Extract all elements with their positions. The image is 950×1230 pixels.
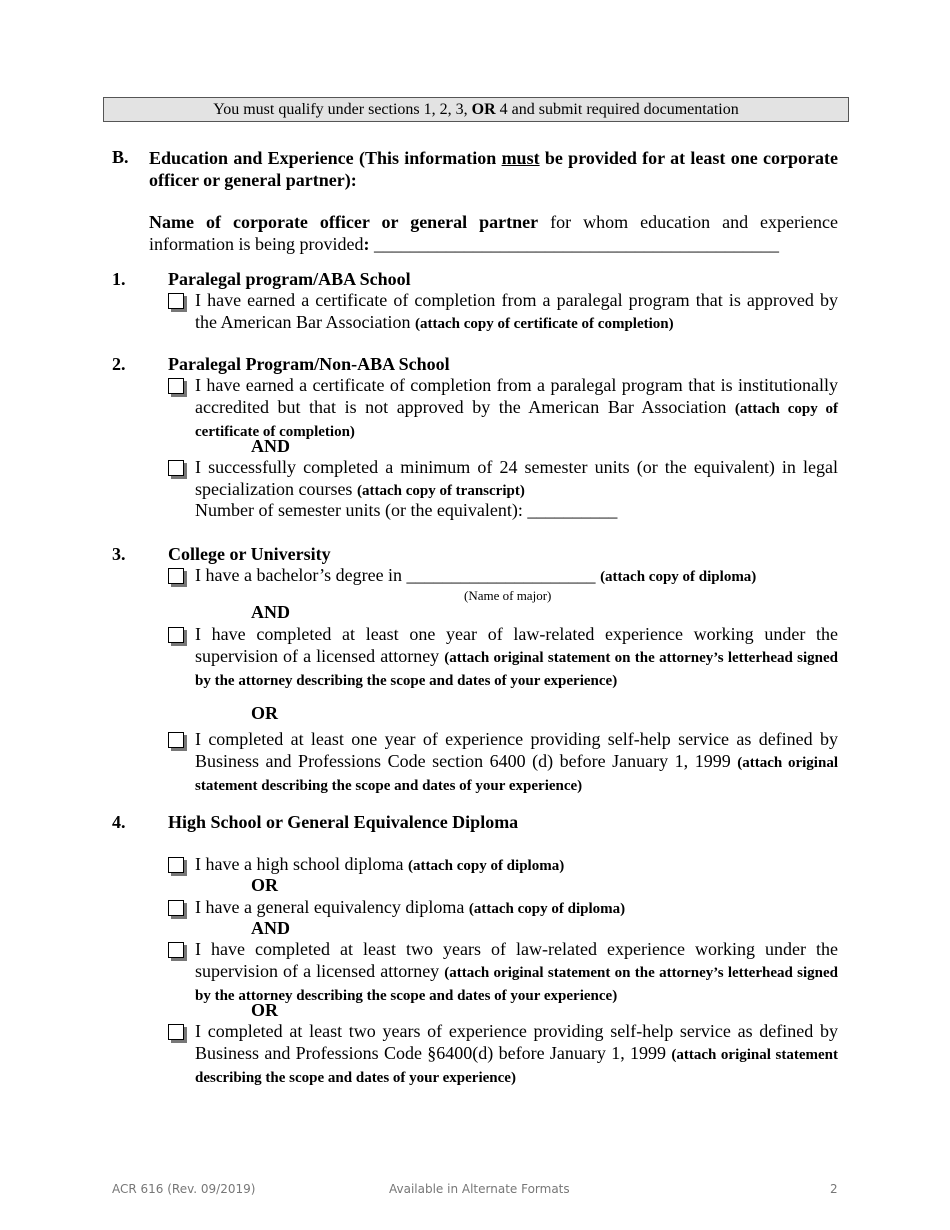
section-b-title: Education and Experience bbox=[149, 148, 354, 168]
s3-item1-note: (attach copy of diploma) bbox=[600, 569, 757, 585]
s4-item3-text: I have completed at least two years of law-related experience working under the supervision of a licensed attorney bbox=[195, 939, 838, 981]
s2-item1-note: (attach copy of certificate of completion) bbox=[195, 400, 838, 440]
s3-or-label: OR bbox=[251, 703, 278, 723]
s4-ged-text bbox=[195, 897, 838, 921]
s4-self-help-checkbox[interactable] bbox=[168, 1024, 184, 1040]
section-4-number: 4. bbox=[112, 812, 126, 832]
section-2-heading: Paralegal Program/Non-ABA School bbox=[168, 354, 450, 374]
s4-item4-text: I completed at least two years of experience providing self-help service as defined by Business and Professions Code §6400(d) before January 1, 1999 bbox=[195, 1021, 838, 1063]
s2-item1-text: I have earned a certificate of completion from a paralegal program that is institutionally accredited but that is not approved by the American Bar Association bbox=[195, 375, 838, 417]
s4-law-experience-text bbox=[195, 939, 838, 1008]
s4-law-experience-checkbox[interactable] bbox=[168, 942, 184, 958]
s4-high-school-text bbox=[195, 854, 838, 878]
section-1-heading: Paralegal program/ABA School bbox=[168, 269, 411, 289]
s1-aba-certificate-text bbox=[195, 290, 838, 335]
banner-text-pre: You must qualify under sections 1, 2, 3, bbox=[213, 101, 472, 118]
section-b-note-pre: (This information bbox=[353, 148, 502, 168]
section-3-number: 3. bbox=[112, 544, 126, 564]
s1-item1-text: I have earned a certificate of completion from a paralegal program that is approved by the American Bar Association bbox=[195, 290, 838, 332]
officer-name-blank[interactable]: _____________________________________________ bbox=[369, 234, 779, 254]
s4-item4-note: (attach original statement describing the scope and dates of your experience) bbox=[195, 1046, 838, 1086]
section-3-heading: College or University bbox=[168, 544, 331, 564]
s3-law-experience-checkbox[interactable] bbox=[168, 627, 184, 643]
s4-or-label-1: OR bbox=[251, 875, 278, 895]
s4-self-help-text bbox=[195, 1021, 838, 1090]
officer-text: for whom education and experience information is being provided bbox=[149, 212, 839, 254]
s4-high-school-checkbox[interactable] bbox=[168, 857, 184, 873]
s3-item3-text: I completed at least one year of experience providing self-help service as defined by Business and Professions Code section 6400 (d) before January 1, 1999 bbox=[195, 729, 838, 771]
major-caption: (Name of major) bbox=[464, 588, 552, 603]
officer-name-field bbox=[149, 211, 838, 255]
section-4-heading: High School or General Equivalence Diploma bbox=[168, 812, 519, 832]
section-b-note-post: be provided for at least one corporate officer or general partner): bbox=[149, 148, 838, 190]
s2-and-label: AND bbox=[251, 436, 290, 456]
s2-semester-units-text bbox=[195, 457, 838, 502]
banner-or: OR bbox=[471, 101, 496, 118]
s3-and-label: AND bbox=[251, 602, 290, 622]
footer-page-number: 2 bbox=[830, 1182, 838, 1196]
section-b-heading bbox=[149, 147, 838, 191]
s2-units-field[interactable]: Number of semester units (or the equivalent): __________ bbox=[195, 500, 618, 520]
s2-semester-units-checkbox[interactable] bbox=[168, 460, 184, 476]
s1-item1-note: (attach copy of certificate of completion) bbox=[414, 315, 674, 332]
s3-item1-text[interactable]: I have a bachelor’s degree in _____________________ bbox=[195, 565, 601, 585]
section-b-letter: B. bbox=[112, 147, 129, 167]
footer-alt-formats: Available in Alternate Formats bbox=[389, 1182, 570, 1196]
s2-item2-note: (attach copy of transcript) bbox=[356, 482, 525, 499]
banner-text-post: 4 and submit required documentation bbox=[495, 101, 739, 118]
s4-item1-text: I have a high school diploma bbox=[195, 854, 408, 874]
s4-or-label-2: OR bbox=[251, 1000, 278, 1020]
s1-aba-certificate-checkbox[interactable] bbox=[168, 293, 184, 309]
s3-bachelor-degree-checkbox[interactable] bbox=[168, 568, 184, 584]
officer-label: Name of corporate officer or general partner bbox=[149, 212, 539, 232]
s4-ged-checkbox[interactable] bbox=[168, 900, 184, 916]
s4-item2-note: (attach copy of diploma) bbox=[468, 901, 626, 917]
s3-item3-note: (attach original statement describing the scope and dates of your experience) bbox=[195, 754, 838, 794]
requirement-banner bbox=[103, 97, 849, 122]
s3-item2-note: (attach original statement on the attorney’s letterhead signed by the attorney describing the scope and dates of your experience) bbox=[195, 649, 838, 689]
s2-non-aba-certificate-text bbox=[195, 375, 838, 444]
s4-item1-note: (attach copy of diploma) bbox=[407, 858, 565, 874]
section-b-note-must: must bbox=[501, 148, 540, 168]
s4-and-label: AND bbox=[251, 918, 290, 938]
section-2-number: 2. bbox=[112, 354, 126, 374]
s4-item3-note: (attach original statement on the attorney’s letterhead signed by the attorney describing the scope and dates of your experience) bbox=[195, 964, 838, 1004]
s3-law-experience-text bbox=[195, 624, 838, 693]
s4-item2-text: I have a general equivalency diploma bbox=[195, 897, 469, 917]
footer-form-id: ACR 616 (Rev. 09/2019) bbox=[112, 1182, 256, 1196]
s3-self-help-checkbox[interactable] bbox=[168, 732, 184, 748]
s2-non-aba-certificate-checkbox[interactable] bbox=[168, 378, 184, 394]
s3-item2-text: I have completed at least one year of law-related experience working under the supervision of a licensed attorney bbox=[195, 624, 838, 666]
officer-colon: : bbox=[363, 234, 370, 254]
s2-item2-text: I successfully completed a minimum of 24 semester units (or the equivalent) in legal specialization courses bbox=[195, 457, 838, 499]
s3-self-help-text bbox=[195, 729, 838, 798]
section-1-number: 1. bbox=[112, 269, 126, 289]
